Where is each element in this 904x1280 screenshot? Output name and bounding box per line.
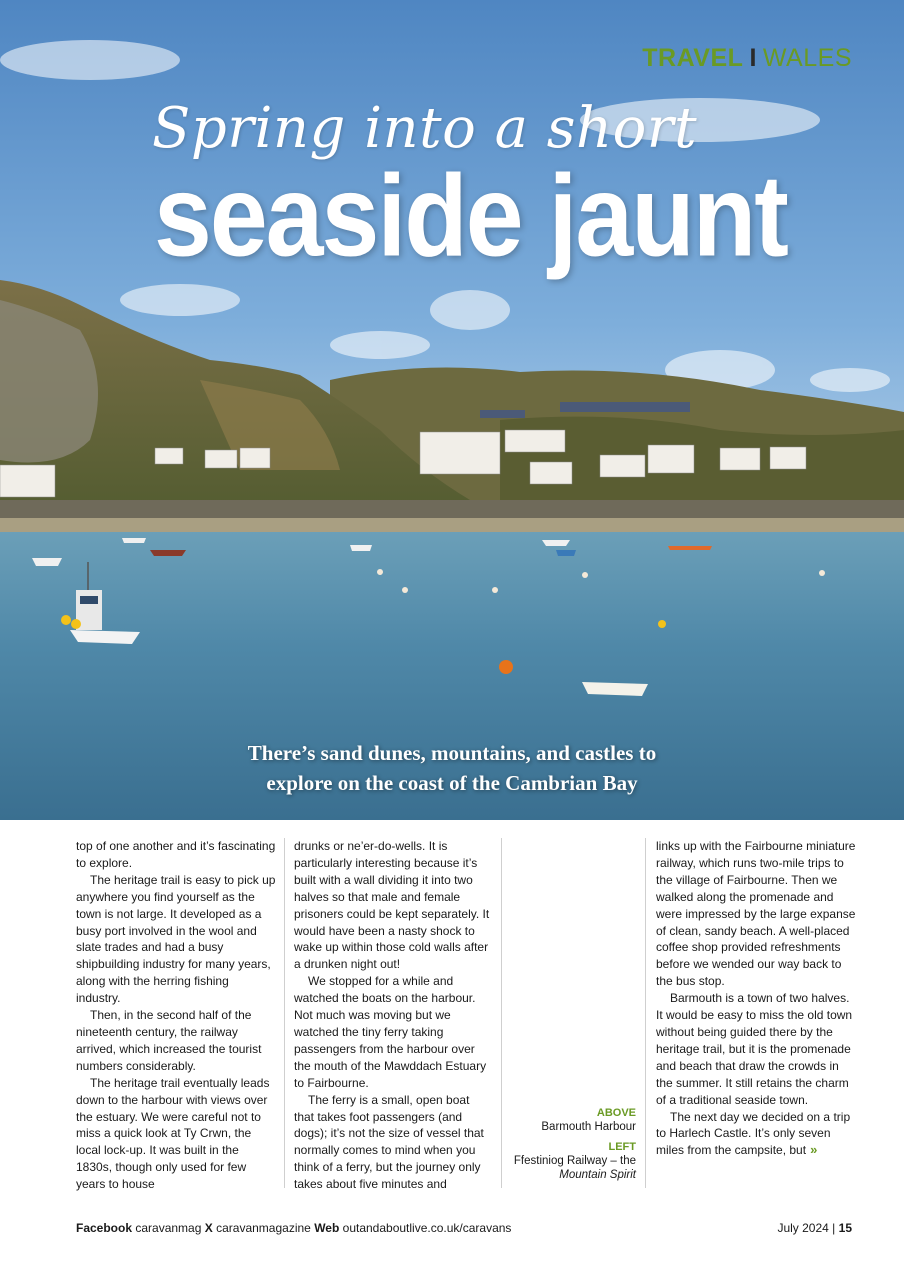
paragraph: The heritage trail is easy to pick up anywhere you find yourself as the town is not large. It developed as a busy port involved in the wool and slate trades and had a busy shipbuilding industry for many years, along with the herring fishing industry.	[76, 872, 276, 1006]
x-label: X	[204, 1221, 213, 1235]
web-label: Web	[314, 1221, 340, 1235]
footer-social	[76, 1221, 511, 1235]
facebook-handle[interactable]: caravanmag	[135, 1221, 202, 1235]
paragraph	[656, 1109, 856, 1160]
continue-arrow-icon: »	[810, 1142, 818, 1158]
article-column-4	[656, 838, 856, 1159]
caption-text-left-italic: Mountain Spirit	[559, 1169, 636, 1181]
column-divider	[645, 838, 646, 1188]
caption-text-left	[510, 1154, 636, 1182]
paragraph-text: The next day we decided on a trip to Harlech Castle. It’s only seven miles from the campsite, but	[656, 1109, 851, 1158]
issue-date: July 2024	[777, 1221, 829, 1235]
paragraph: links up with the Fairbourne miniature railway, which runs two-mile trips to the village of Fairbourne. Then we walked along the promenade and were impressed by the large expanse of clean, sandy beach. A well-placed coffee shop provided refreshments before we wended our way back to the bus stop.	[656, 839, 856, 989]
facebook-label: Facebook	[76, 1221, 133, 1235]
footer-divider: |	[832, 1221, 836, 1235]
paragraph: Barmouth is a town of two halves. It would be easy to miss the old town without being guided there by the heritage trail, but it is the promenade and beach that draw the crowds in the summer. It still retains the charm of a traditional seaside town.	[656, 991, 853, 1107]
caption-text-above: Barmouth Harbour	[541, 1121, 636, 1133]
standfirst	[0, 738, 904, 798]
page-number: 15	[838, 1221, 852, 1235]
standfirst-line-2: explore on the coast of the Cambrian Bay	[266, 771, 638, 795]
column-divider	[501, 838, 502, 1188]
paragraph: The heritage trail eventually leads down to the harbour with views over the estuary. We were careful not to miss a quick look at Ty Crwn, the local lock-up. It was built in the 1830s, though only used for few years to house	[76, 1075, 270, 1192]
paragraph: drunks or ne’er-do-wells. It is particularly interesting because it’s built with a wall dividing it into two halves so that male and female prisoners could be kept separately. It would have been a nasty shock to wake up within those cold walls after a drunken night out!	[294, 839, 490, 972]
caption-text-left-main: Ffestiniog Railway – the	[513, 1155, 636, 1167]
web-url[interactable]: outandaboutlive.co.uk/caravans	[342, 1221, 512, 1235]
headline-main: seaside jaunt	[154, 151, 787, 282]
section-tag	[642, 44, 852, 73]
headline-script: Spring into a short	[152, 96, 698, 161]
paragraph: top of one another and it’s fascinating to explore.	[76, 839, 276, 870]
article-column-2	[294, 838, 492, 1193]
caption-label-left: LEFT	[608, 1141, 636, 1153]
article-column-1	[76, 838, 276, 1193]
section-separator: I	[749, 44, 757, 72]
section-label: TRAVEL	[642, 44, 744, 72]
footer-issue	[777, 1221, 852, 1235]
column-divider	[284, 838, 285, 1188]
x-handle[interactable]: caravanmagazine	[216, 1221, 311, 1235]
paragraph: The ferry is a small, open boat that takes foot passengers (and dogs); it’s not the size of vessel that normally comes to mind when you think of a ferry, but the journey only takes about five minutes and	[294, 1092, 484, 1192]
paragraph: Then, in the second half of the nineteenth century, the railway arrived, which increased the tourist numbers considerably.	[76, 1008, 262, 1073]
standfirst-line-1: There’s sand dunes, mountains, and castles to	[247, 741, 657, 765]
section-region: WALES	[762, 44, 852, 72]
caption-label-above: ABOVE	[596, 1107, 636, 1119]
photo-captions	[510, 1106, 636, 1188]
paragraph: We stopped for a while and watched the boats on the harbour. Not much was moving but we watched the tiny ferry taking passengers from the harbour over the mouth of the Mawddach Estuary to Fairbourne.	[294, 974, 487, 1090]
